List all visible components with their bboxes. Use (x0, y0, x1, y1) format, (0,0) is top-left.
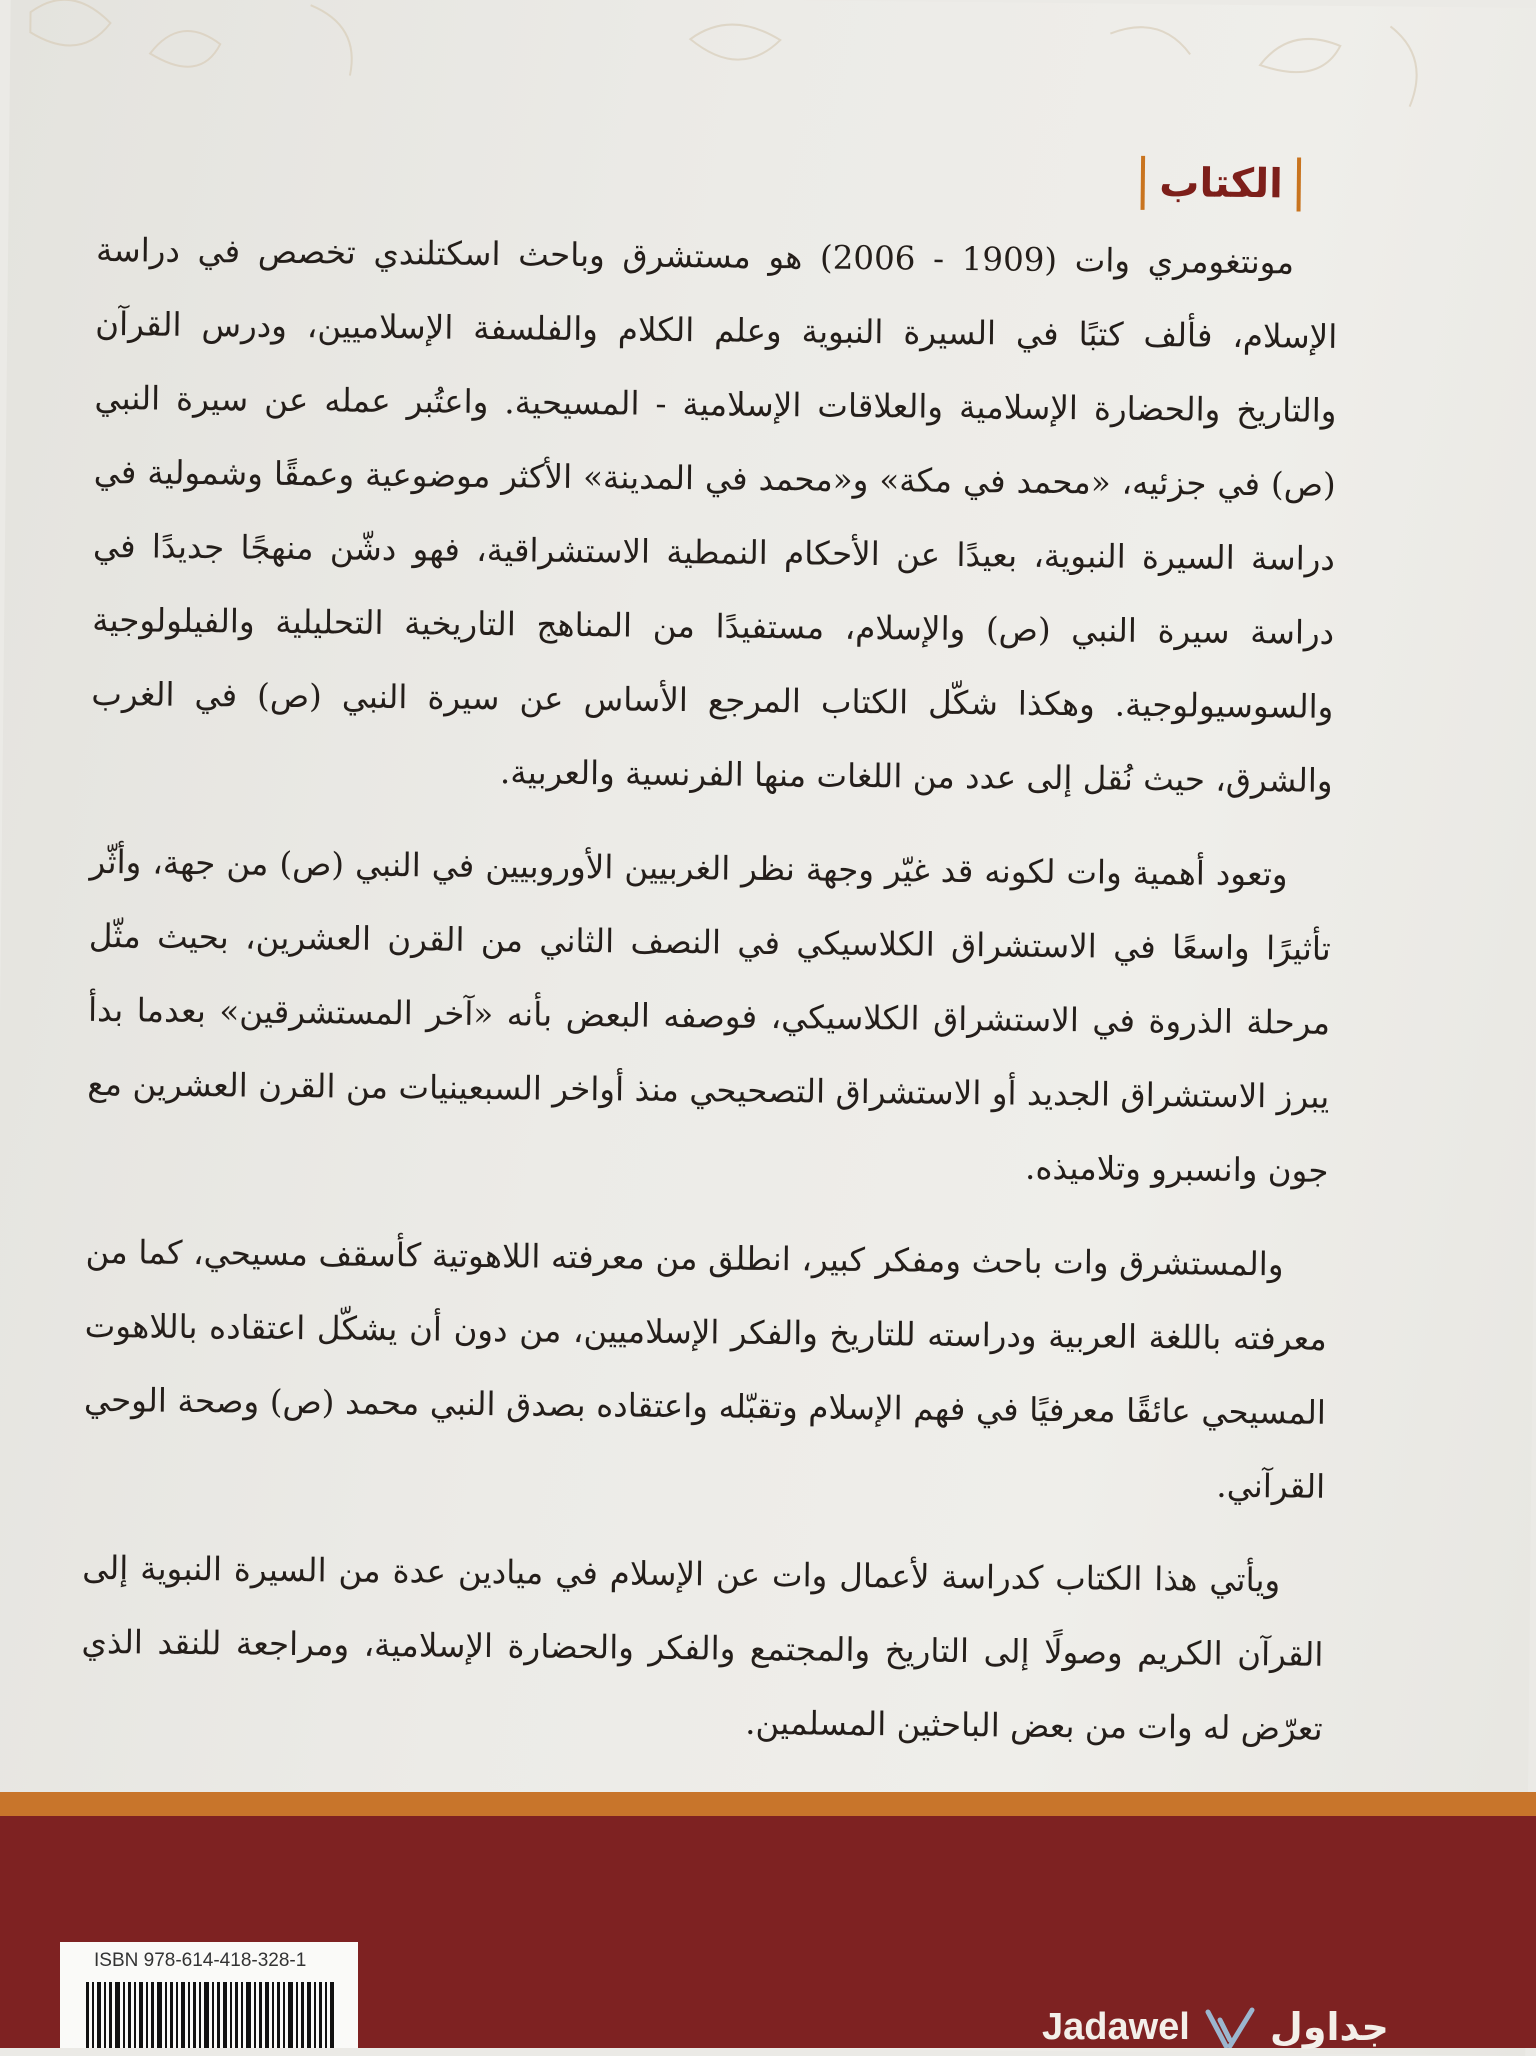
floral-ornament-decoration (10, 0, 1536, 128)
barcode-icon (86, 1982, 336, 2048)
publisher-name-arabic: جداول (1269, 2005, 1389, 2049)
paragraph-3: والمستشرق وات باحث ومفكر كبير، انطلق من معرفته اللاهوتية كأسقف مسيحي، كما من معرفته باللغة العربية ودراسته للتاريخ والفكر الإسلاميين، من دون أن يشكّل اعتقاده باللاهوت المسيحي عائقًا معرفيًا في فهم الإسلام وتقبّله واعتقاده بصدق النبي محمد (ص) وصحة الوحي القرآني. (83, 1232, 1327, 1506)
description-text (80, 213, 1338, 1786)
section-heading (1141, 156, 1301, 212)
heading-title: الكتاب (1159, 160, 1284, 208)
paragraph-4: ويأتي هذا الكتاب كدراسة لأعمال وات عن الإسلام في ميادين عدة من السيرة النبوية إلى القرآن الكريم وصولًا إلى التاريخ والمجتمع والفكر والحضارة الإسلامية، ومراجعة للنقد الذي تعرّض له وات من بعض الباحثين المسلمين. (81, 1548, 1324, 1748)
paragraph-1: مونتغومري وات (1909 - 2006) هو مستشرق وباحث اسكتلندي تخصص في دراسة الإسلام، فألف كتبًا في السيرة النبوية وعلم الكلام والفلسفة الإسلاميين، ودرس القرآن والتاريخ والحضارة الإسلامية والعلاقات الإسلامية - المسيحية. واعتُبر عمله عن سيرة النبي (ص) في جزئيه، «محمد في مكة» و«محمد في المدينة» الأكثر موضوعية وعمقًا وشمولية في دراسة السيرة النبوية، بعيدًا عن الأحكام النمطية الاستشراقية، فهو دشّن منهجًا جديدًا في دراسة سيرة النبي (ص) والإسلام، مستفيدًا من المناهج التاريخية التحليلية والفيلولوجية والسوسيولوجية. وهكذا شكّل الكتاب المرجع الأساس عن سيرة النبي (ص) في الغرب والشرق، حيث نُقل إلى عدد من اللغات منها الفرنسية والعربية. (91, 230, 1338, 800)
heading-accent-bar-left (1141, 156, 1146, 210)
heading-accent-bar-right (1297, 157, 1302, 211)
publisher-name-latin: Jadawel (1042, 2006, 1190, 2048)
paragraph-2: وتعود أهمية وات لكونه قد غيّر وجهة نظر الغربيين الأوروبيين في النبي (ص) من جهة، وأثّر تأثيرًا واسعًا في الاستشراق الكلاسيكي في النصف الثاني من القرن العشرين، بحيث مثّل مرحلة الذروة في الاستشراق الكلاسيكي، فوصفه البعض بأنه «آخر المستشرقين» بعدما بدأ يبرز الاستشراق الجديد أو الاستشراق التصحيحي منذ أواخر السبعينيات من القرن العشرين مع جون وانسبرو وتلاميذه. (87, 842, 1332, 1190)
isbn-barcode-label (60, 1942, 358, 2048)
isbn-number: ISBN 978-614-418-328-1 (94, 1950, 307, 1971)
footer-orange-band (0, 1792, 1536, 1816)
publisher-logo (1042, 2006, 1389, 2048)
publisher-bird-icon (1200, 2006, 1260, 2048)
